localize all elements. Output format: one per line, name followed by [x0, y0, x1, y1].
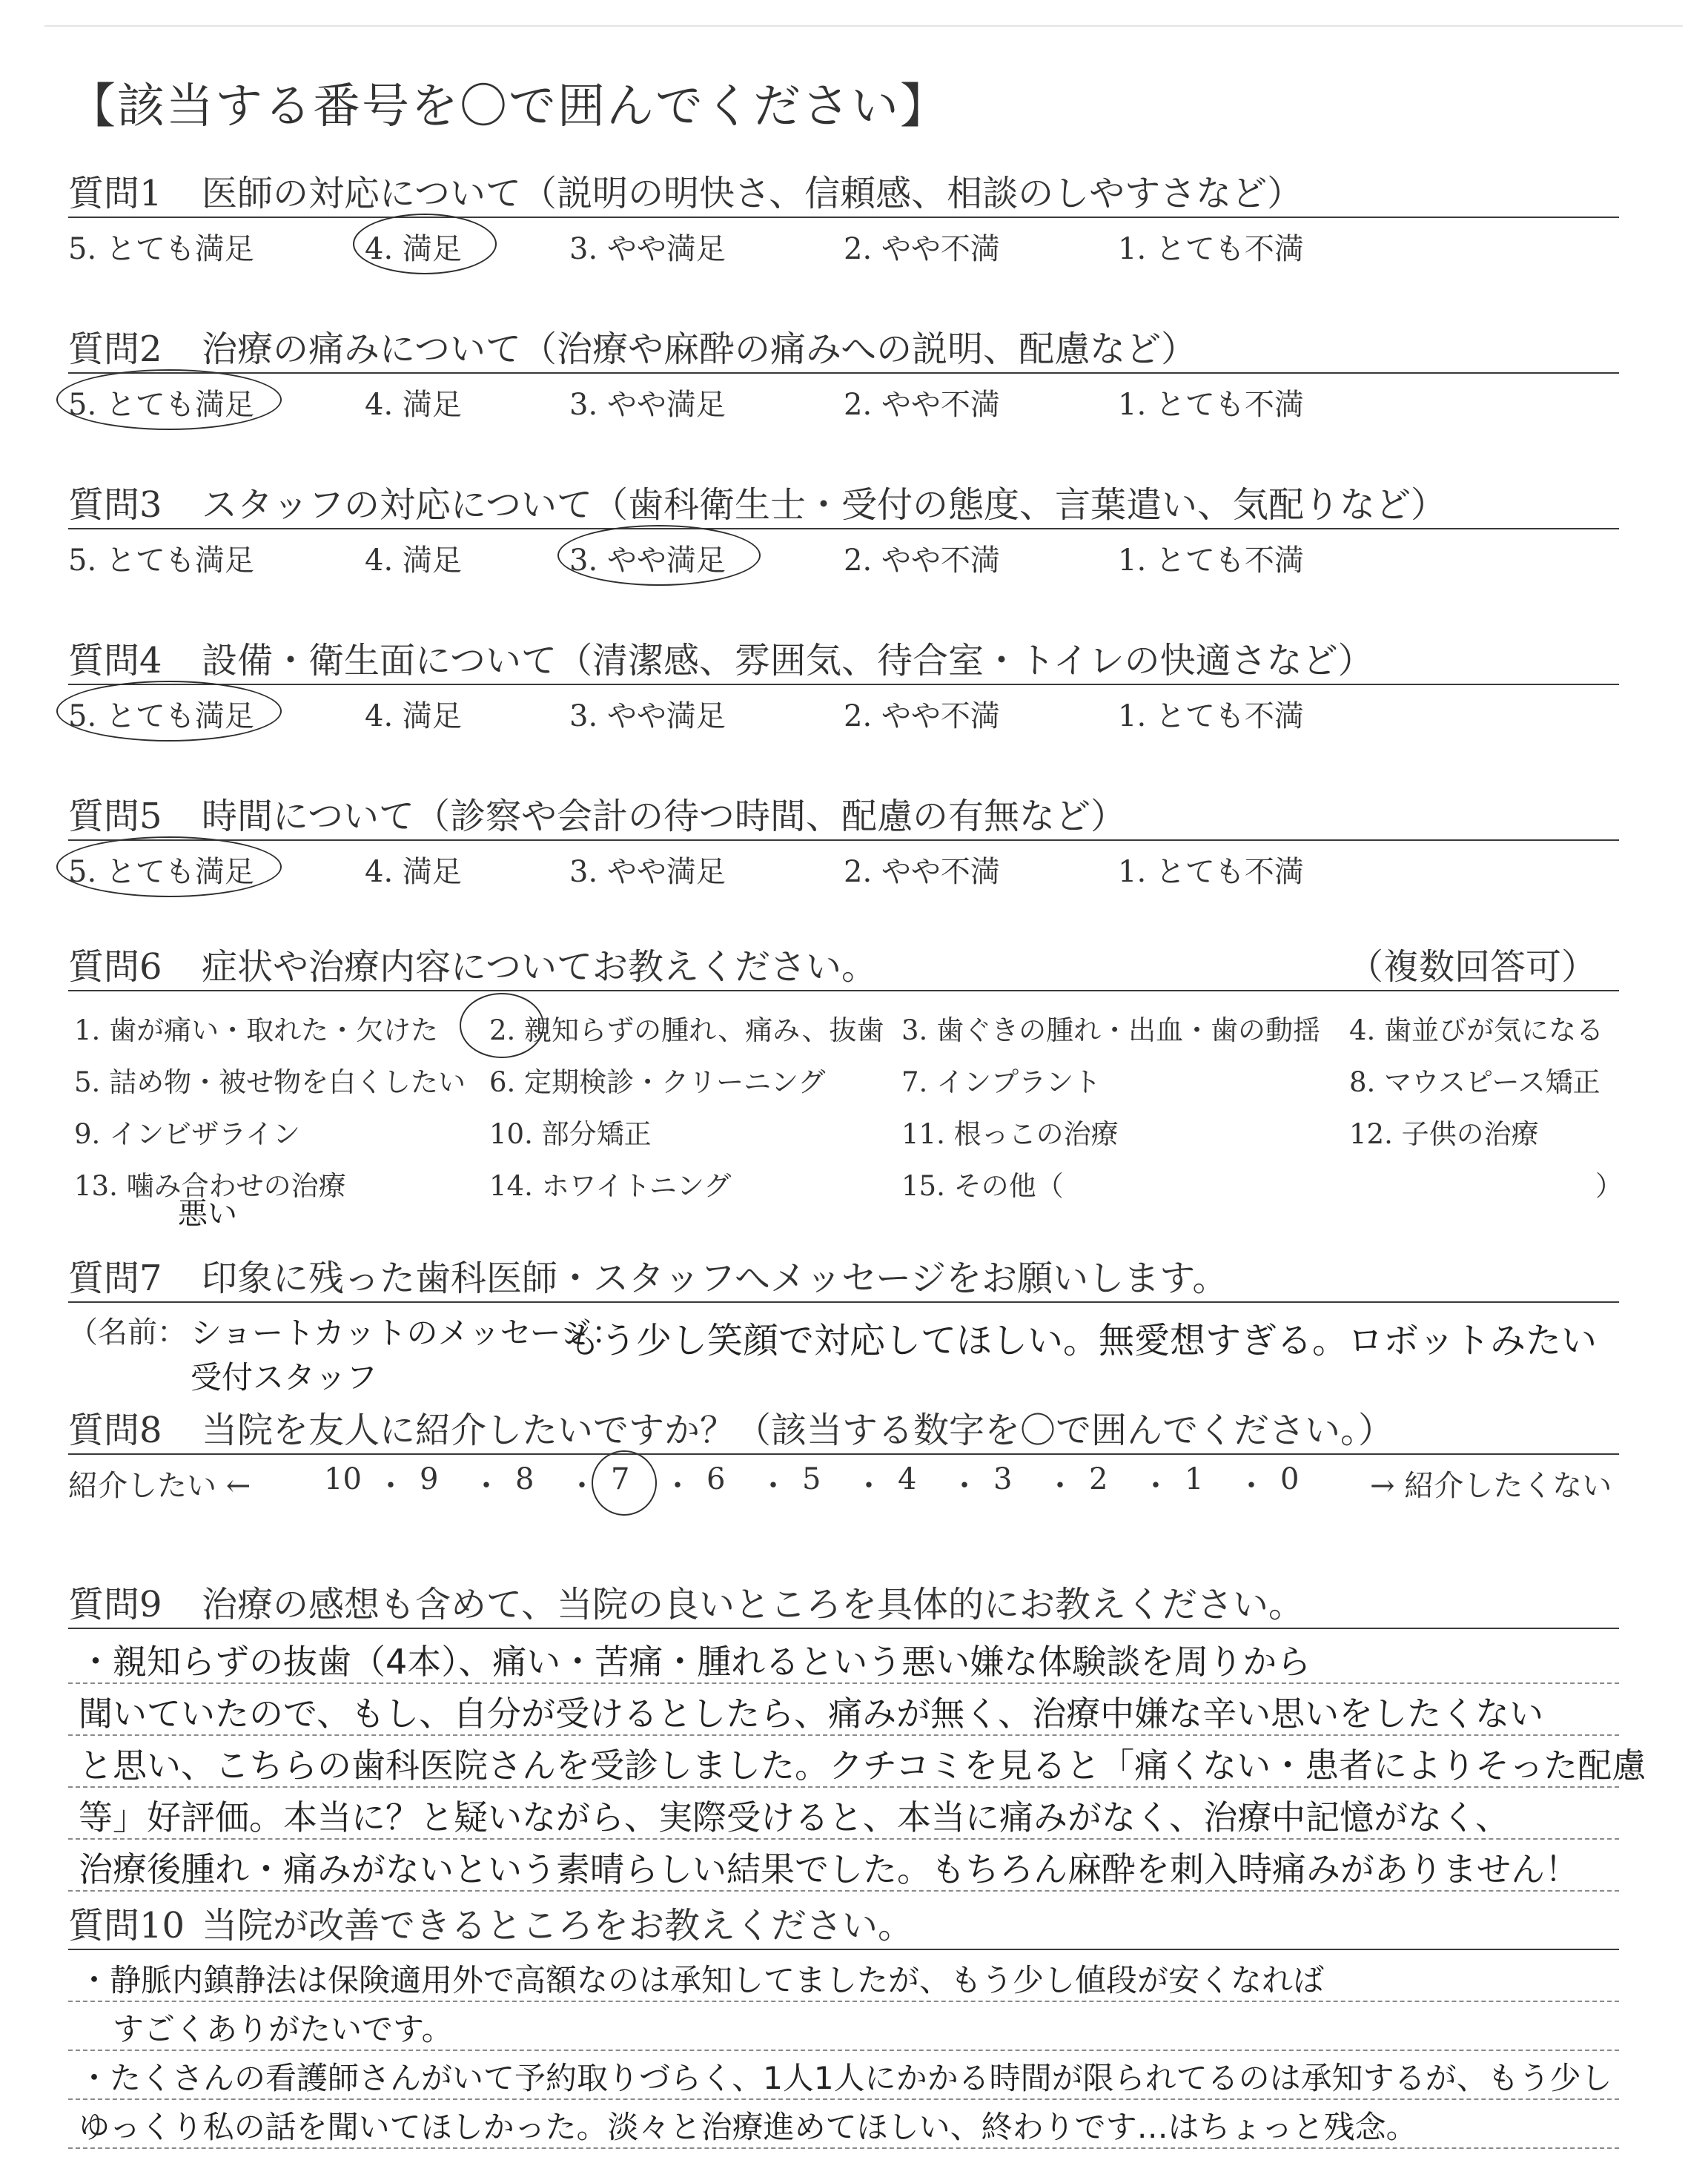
- question-1: [68, 165, 1619, 265]
- answer-line: [68, 2001, 1619, 2002]
- question-text: 治療の痛みについて（治療や麻酔の痛みへの説明、配慮など）: [202, 328, 1197, 370]
- question-number: 質問8: [68, 1410, 162, 1451]
- handwritten-name: ショートカットのメッセージ：: [191, 1315, 623, 1351]
- scale-separator: ・: [567, 1469, 597, 1503]
- question-number: 質問7: [68, 1258, 162, 1299]
- question-title: [68, 1897, 1619, 1949]
- scale-value[interactable]: 1: [1185, 1462, 1204, 1496]
- handwritten-line: ・親知らずの抜歯（4本）、痛い・苦痛・腫れるという悪い嫌な体験談を周りから: [79, 1642, 1311, 1682]
- symptom-option[interactable]: 2. 親知らずの腫れ、痛み、抜歯: [489, 1014, 884, 1046]
- q9-answer-lines: [68, 1629, 1646, 1896]
- question-title: [68, 1576, 1619, 1628]
- question-text: 当院が改善できるところをお教えください。: [202, 1905, 914, 1946]
- handwritten-message: もう少し笑顔で対応してほしい。無愛想すぎる。ロボットみたい: [565, 1320, 1598, 1361]
- question-4: [68, 632, 1619, 733]
- rating-options: [68, 218, 1619, 265]
- multiple-answer-note: （複数回答可）: [1347, 946, 1597, 988]
- scale-separator: ・: [663, 1469, 692, 1503]
- scale-value[interactable]: 4: [898, 1462, 917, 1496]
- symptom-option[interactable]: 11. 根っこの治療: [901, 1118, 1119, 1150]
- symptom-option[interactable]: 6. 定期検診・クリーニング: [489, 1066, 826, 1098]
- selection-circle: [557, 525, 761, 586]
- rating-option[interactable]: 4. 満足: [365, 699, 462, 733]
- rating-option[interactable]: 4. 満足: [365, 232, 462, 266]
- rating-option[interactable]: 2. やや不満: [844, 232, 1000, 266]
- rating-options: [68, 374, 1619, 421]
- symptom-options: [68, 991, 1623, 1214]
- top-border: [44, 25, 1683, 27]
- scale-value[interactable]: 2: [1089, 1462, 1108, 1496]
- scale-left-label: 紹介したい ←: [68, 1469, 251, 1503]
- handwritten-line: 等」好評価。本当に？と疑いながら、実際受けると、本当に痛みがなく、治療中記憶がなく、: [79, 1797, 1510, 1837]
- symptom-option[interactable]: 3. 歯ぐきの腫れ・出血・歯の動揺: [901, 1014, 1321, 1046]
- handwritten-line: 聞いていたので、もし、自分が受けるとしたら、痛みが無く、治療中嫌な辛い思いをしたくない: [79, 1694, 1544, 1734]
- rating-option[interactable]: 1. とても不満: [1118, 699, 1304, 733]
- question-number: 質問5: [68, 796, 162, 837]
- q7-answer: [68, 1309, 1619, 1398]
- rating-option[interactable]: 5. とても満足: [68, 544, 254, 578]
- scale-separator: ・: [758, 1469, 788, 1503]
- page-heading: 【該当する番号を〇で囲んでください】: [68, 79, 949, 134]
- question-text: 設備・衛生面について（清潔感、雰囲気、待合室・トイレの快適さなど）: [202, 640, 1374, 681]
- question-5: [68, 787, 1619, 888]
- question-7: [68, 1249, 1619, 1303]
- scale-separator: ・: [1237, 1469, 1266, 1503]
- question-text: 当院を友人に紹介したいですか？（該当する数字を〇で囲んでください。）: [202, 1410, 1394, 1451]
- handwritten-name-line2: 受付スタッフ: [191, 1359, 378, 1396]
- rating-option[interactable]: 2. やや不満: [844, 699, 1000, 733]
- handwritten-line: ゆっくり私の話を聞いてほしかった。淡々と治療進めてほしい、終わりです…はちょっと残念。: [79, 2109, 1417, 2145]
- symptom-option[interactable]: 5. 詰め物・被せ物を白くしたい: [74, 1066, 466, 1098]
- question-2: [68, 320, 1619, 421]
- answer-line: [68, 2147, 1619, 2149]
- scale-separator: ・: [1141, 1469, 1171, 1503]
- symptom-option[interactable]: 15. その他（: [901, 1170, 1064, 1202]
- scale-value[interactable]: 9: [420, 1462, 439, 1496]
- question-3: [68, 476, 1619, 577]
- answer-line: [68, 1734, 1619, 1736]
- question-8: [68, 1401, 1619, 1514]
- rating-option[interactable]: 1. とても不満: [1118, 544, 1304, 578]
- answer-line: [68, 1890, 1619, 1892]
- rating-option[interactable]: 3. やや満足: [569, 388, 726, 422]
- question-text: 医師の対応について（説明の明快さ、信頼感、相談のしやすさなど）: [202, 173, 1303, 214]
- selection-circle: [56, 681, 282, 742]
- answer-line: [68, 1786, 1619, 1788]
- q10-answer-lines: [68, 1950, 1619, 2160]
- answer-line: [68, 2050, 1619, 2051]
- recommend-scale: [68, 1455, 1619, 1514]
- selection-circle: [56, 369, 282, 430]
- rating-option[interactable]: 5. とても満足: [68, 388, 254, 422]
- question-text: 治療の感想も含めて、当院の良いところを具体的にお教えください。: [202, 1584, 1305, 1625]
- rating-option[interactable]: 1. とても不満: [1118, 232, 1304, 266]
- question-text: 時間について（診察や会計の待つ時間、配慮の有無など）: [202, 796, 1127, 837]
- handwritten-line: 治療後腫れ・痛みがないという素晴らしい結果でした。もちろん麻酔を刺入時痛みがありません！: [79, 1849, 1579, 1889]
- rating-option[interactable]: 2. やや不満: [844, 388, 1000, 422]
- rating-option[interactable]: 4. 満足: [365, 855, 462, 889]
- rating-option[interactable]: 4. 満足: [365, 544, 462, 578]
- rating-option[interactable]: 3. やや満足: [569, 855, 726, 889]
- question-6: [68, 938, 1623, 1214]
- scale-value[interactable]: 6: [706, 1462, 726, 1496]
- handwritten-line: すごくありがたいです。: [113, 2011, 453, 2047]
- selection-circle: [353, 214, 497, 274]
- symptom-option[interactable]: 13. 噛み合わせの治療: [74, 1170, 346, 1202]
- rating-option[interactable]: 3. やや満足: [569, 544, 726, 578]
- scale-right-label: → 紹介したくない: [1370, 1469, 1612, 1503]
- symptom-option[interactable]: 12. 子供の治療: [1349, 1118, 1539, 1150]
- symptom-option[interactable]: 9. インビザライン: [74, 1118, 300, 1150]
- handwritten-line: ・静脈内鎮静法は保険適用外で高額なのは承知してましたが、もう少し値段が安くなれば: [79, 1962, 1325, 1998]
- scale-separator: ・: [376, 1469, 406, 1503]
- rating-option[interactable]: 4. 満足: [365, 388, 462, 422]
- question-title: [68, 632, 1619, 684]
- scale-value[interactable]: 8: [515, 1462, 534, 1496]
- symptom-option[interactable]: 8. マウスピース矯正: [1349, 1066, 1601, 1098]
- scale-separator: ・: [950, 1469, 979, 1503]
- rating-options: [68, 841, 1619, 888]
- question-number: 質問3: [68, 484, 162, 526]
- rating-option[interactable]: 1. とても不満: [1118, 388, 1304, 422]
- question-title: [68, 476, 1619, 528]
- scale-separator: ・: [1045, 1469, 1075, 1503]
- question-text: 症状や治療内容についてお教えください。: [202, 946, 878, 988]
- question-title: [68, 1249, 1619, 1301]
- scale-value[interactable]: 7: [611, 1462, 630, 1496]
- question-text: 印象に残った歯科医師・スタッフへメッセージをお願いします。: [202, 1258, 1228, 1299]
- symptom-option[interactable]: 14. ホワイトニング: [489, 1170, 732, 1202]
- scale-value[interactable]: 0: [1280, 1462, 1300, 1496]
- question-number: 質問10: [68, 1905, 185, 1946]
- rating-options: [68, 529, 1619, 577]
- question-title: [68, 787, 1619, 839]
- question-number: 質問4: [68, 640, 162, 681]
- symptom-option[interactable]: 4. 歯並びが気になる: [1349, 1014, 1604, 1046]
- answer-line: [68, 2098, 1619, 2100]
- rating-option[interactable]: 5. とても満足: [68, 232, 254, 266]
- rating-option[interactable]: 3. やや満足: [569, 699, 726, 733]
- rating-option[interactable]: 2. やや不満: [844, 544, 1000, 578]
- rating-option[interactable]: 5. とても満足: [68, 699, 254, 733]
- scale-value[interactable]: 5: [802, 1462, 821, 1496]
- symptom-option[interactable]: 7. インプラント: [901, 1066, 1102, 1098]
- symptom-option[interactable]: ）: [1595, 1170, 1623, 1202]
- selection-circle: [460, 993, 544, 1058]
- answer-line: [68, 1682, 1619, 1684]
- question-9: [68, 1576, 1619, 1629]
- selection-circle: [592, 1450, 657, 1516]
- question-number: 質問2: [68, 328, 162, 370]
- scale-value[interactable]: 3: [993, 1462, 1013, 1496]
- question-title: [68, 320, 1619, 372]
- symptom-option[interactable]: 10. 部分矯正: [489, 1118, 652, 1150]
- rating-options: [68, 685, 1619, 733]
- rating-option[interactable]: 1. とても不満: [1118, 855, 1304, 889]
- handwritten-line: ・たくさんの看護師さんがいて予約取りづらく、1人1人にかかる時間が限られてるのは承知するが、もう少し: [79, 2060, 1612, 2096]
- scale-value[interactable]: 10: [324, 1462, 362, 1496]
- rating-option[interactable]: 3. やや満足: [569, 232, 726, 266]
- question-number: 質問6: [68, 946, 162, 988]
- question-number: 質問1: [68, 173, 162, 214]
- question-title: [68, 1401, 1619, 1453]
- question-title: [68, 938, 1619, 990]
- rating-option[interactable]: 2. やや不満: [844, 855, 1000, 889]
- scale-separator: ・: [854, 1469, 884, 1503]
- question-10: [68, 1897, 1619, 1950]
- handwritten-line: と思い、こちらの歯科医院さんを受診しました。クチコミを見ると「痛くない・患者によりそった配慮: [79, 1745, 1646, 1786]
- question-title: [68, 165, 1619, 217]
- handwritten-annotation: 悪い: [178, 1197, 237, 1231]
- name-label: （名前：: [68, 1315, 187, 1350]
- symptom-option[interactable]: 1. 歯が痛い・取れた・欠けた: [74, 1014, 439, 1046]
- rating-option[interactable]: 5. とても満足: [68, 855, 254, 889]
- question-text: スタッフの対応について（歯科衛生士・受付の態度、言葉遣い、気配りなど）: [202, 484, 1447, 526]
- answer-line: [68, 1838, 1619, 1840]
- question-number: 質問9: [68, 1584, 162, 1625]
- question-rule: [68, 1301, 1619, 1303]
- selection-circle: [56, 836, 282, 897]
- scale-separator: ・: [471, 1469, 501, 1503]
